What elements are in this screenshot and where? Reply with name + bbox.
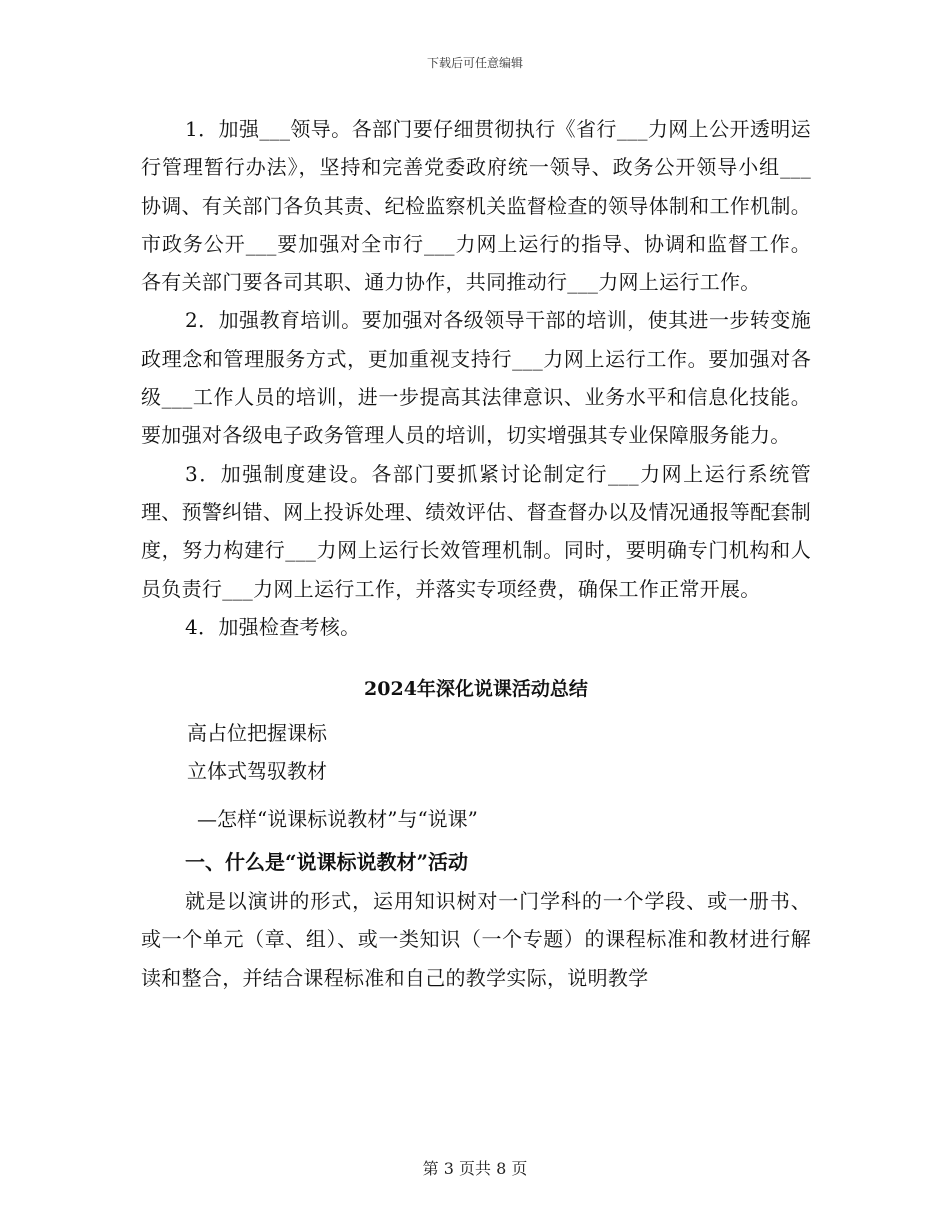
page-header-note: 下载后可任意编辑 xyxy=(426,56,523,70)
paragraph-system-building: 3．加强制度建设。各部门要抓紧讨论制定行___力网上运行系统管理、预警纠错、网上投诉处理、绩效评估、督查督办以及情况通报等配套制度，努力构建行___力网上运行长效管理机制。同时，要明确专门机构和人员负责行___力网上运行工作，并落实专项经费，确保工作正常开展。 xyxy=(141,461,811,601)
document-body xyxy=(141,110,811,997)
paragraph-leadership: 1．加强___领导。各部门要仔细贯彻执行《省行___力网上公开透明运行管理暂行办法》，坚持和完善党委政府统一领导、政务公开领导小组___协调、有关部门各负其责、纪检监察机关监督检查的领导体制和工作机制。市政务公开___要加强对全市行___力网上运行的指导、协调和监督工作。各有关部门要各司其职、通力协作，共同推动行___力网上运行工作。 xyxy=(141,117,811,295)
summary-title: 2024年深化说课活动总结 xyxy=(364,678,588,701)
page-number: 第 3 页共 8 页 xyxy=(422,1159,528,1178)
section-heading-1: 一、什么是“说课标说教材”活动 xyxy=(185,850,469,875)
paragraph-training: 2．加强教育培训。要加强对各级领导干部的培训，使其进一步转变施政理念和管理服务方式，更加重视支持行___力网上运行工作。要加强对各级___工作人员的培训，进一步提高其法律意识、业务水平和信息化技能。要加强对各级电子政务管理人员的培训，切实增强其专业保障服务能力。 xyxy=(141,308,811,448)
summary-subtitle-3: —怎样“说课标说教材”与“说课” xyxy=(197,807,478,832)
section-body-1: 就是以演讲的形式，运用知识树对一门学科的一个学段、或一册书、或一个单元（章、组）、或一类知识（一个专题）的课程标准和教材进行解读和整合，并结合课程标准和自己的教学实际，说明教学 xyxy=(141,889,811,990)
summary-subtitle-2: 立体式驾驭教材 xyxy=(187,759,327,784)
paragraph-inspection: 4．加强检查考核。 xyxy=(185,614,361,639)
summary-subtitle-1: 高占位把握课标 xyxy=(187,721,327,746)
